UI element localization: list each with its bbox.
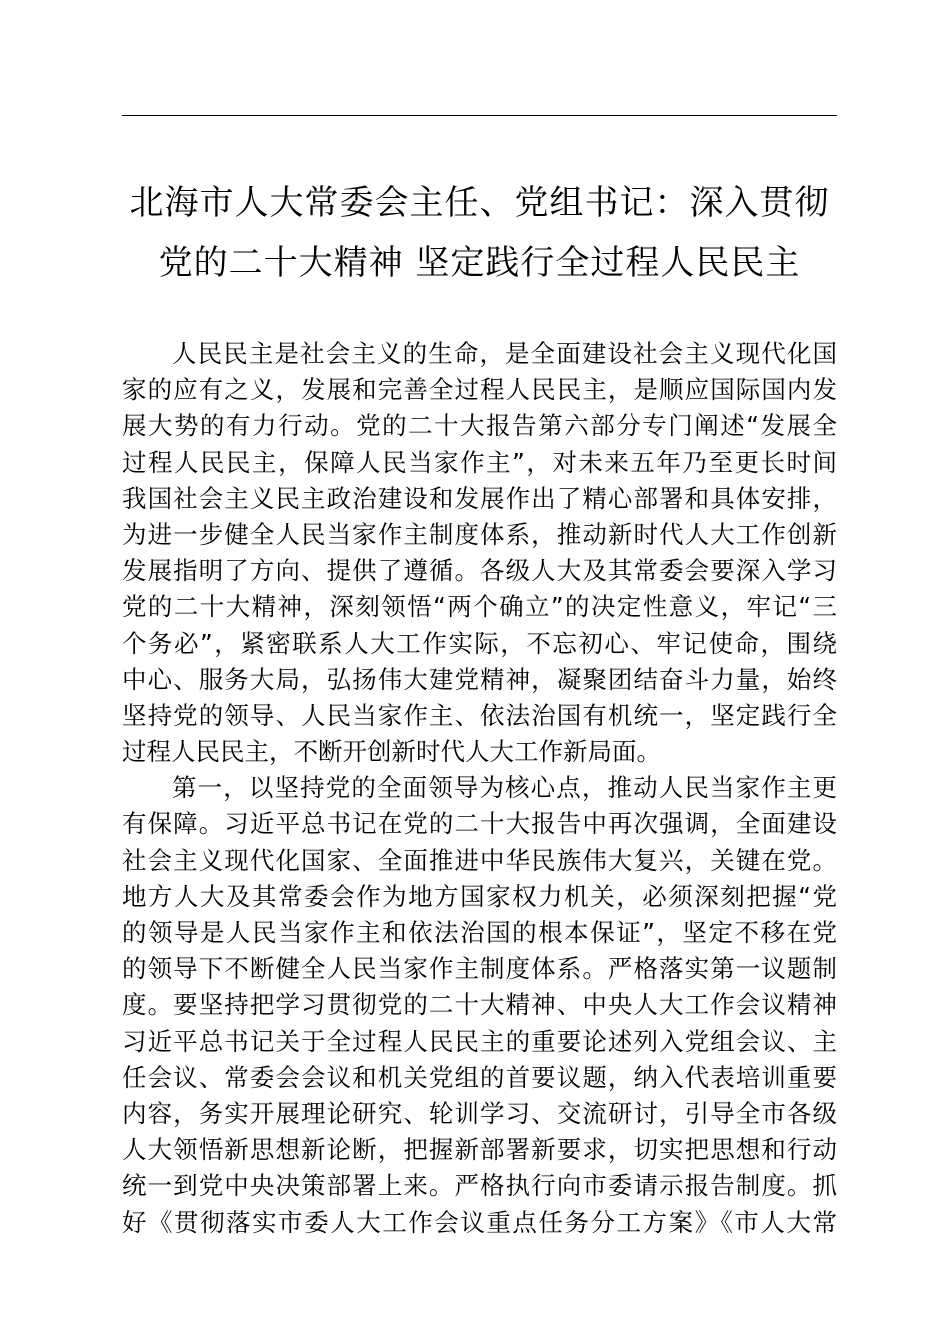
text-line: 人民民主是社会主义的生命，是全面建设社会主义现代化国 [172, 339, 837, 368]
text-line: 统一到党中央决策部署上来。严格执行向市委请示报告制度。抓 [122, 1171, 837, 1201]
text-line: 的领导下不断健全人民当家作主制度体系。严格落实第一议题制 [122, 954, 837, 984]
text-line: 我国社会主义民主政治建设和发展作出了精心部署和具体安排， [122, 483, 837, 513]
text-line: 的领导是人民当家作主和依法治国的根本保证”，坚定不移在党 [122, 918, 837, 947]
text-line: 展大势的有力行动。党的二十大报告第六部分专门阐述“发展全 [122, 411, 837, 441]
paragraph-first-point [122, 770, 837, 1240]
text-line: 人大领悟新思想新论断，把握新部署新要求，切实把思想和行动 [122, 1135, 837, 1165]
text-line: 任会议、常委会会议和机关党组的首要议题，纳入代表培训重要 [122, 1062, 837, 1092]
text-line: 内容，务实开展理论研究、轮训学习、交流研讨，引导全市各级 [122, 1098, 837, 1128]
text-line: 中心、服务大局，弘扬伟大建党精神，凝聚团结奋斗力量，始终 [122, 664, 837, 694]
text-line: 个务必”，紧密联系人大工作实际，不忘初心、牢记使命，围绕 [122, 628, 837, 658]
document-title [122, 173, 837, 293]
text-line: 过程人民民主，不断开创新时代人大工作新局面。 [122, 737, 661, 767]
text-line: 第一，以坚持党的全面领导为核心点，推动人民当家作主更 [172, 773, 837, 803]
title-line: 北海市人大常委会主任、党组书记：深入贯彻 [129, 183, 830, 223]
text-line: 好《贯彻落实市委人大工作会议重点任务分工方案》《市人大常 [122, 1207, 837, 1237]
text-line: 家的应有之义，发展和完善全过程人民民主，是顺应国际国内发 [122, 375, 837, 405]
document-body [122, 336, 837, 1241]
text-line: 地方人大及其常委会作为地方国家权力机关，必须深刻把握“党 [122, 881, 837, 911]
header-rule [122, 115, 837, 116]
text-line: 有保障。习近平总书记在党的二十大报告中再次强调，全面建设 [122, 809, 837, 839]
text-line: 为进一步健全人民当家作主制度体系，推动新时代人大工作创新 [122, 519, 837, 549]
text-line: 党的二十大精神，深刻领悟“两个确立”的决定性意义，牢记“三 [122, 592, 837, 622]
text-line: 发展指明了方向、提供了遵循。各级人大及其常委会要深入学习 [122, 556, 837, 586]
text-line: 度。要坚持把学习贯彻党的二十大精神、中央人大工作会议精神 [122, 990, 837, 1020]
title-line: 党的二十大精神 坚定践行全过程人民民主 [158, 243, 801, 283]
paragraph-intro [122, 336, 837, 770]
text-line: 过程人民民主，保障人民当家作主”，对未来五年乃至更长时间 [122, 447, 837, 477]
text-line: 坚持党的领导、人民当家作主、依法治国有机统一，坚定践行全 [122, 700, 837, 730]
text-line: 习近平总书记关于全过程人民民主的重要论述列入党组会议、主 [122, 1026, 837, 1056]
text-line: 社会主义现代化国家、全面推进中华民族伟大复兴，关键在党。 [122, 845, 837, 875]
